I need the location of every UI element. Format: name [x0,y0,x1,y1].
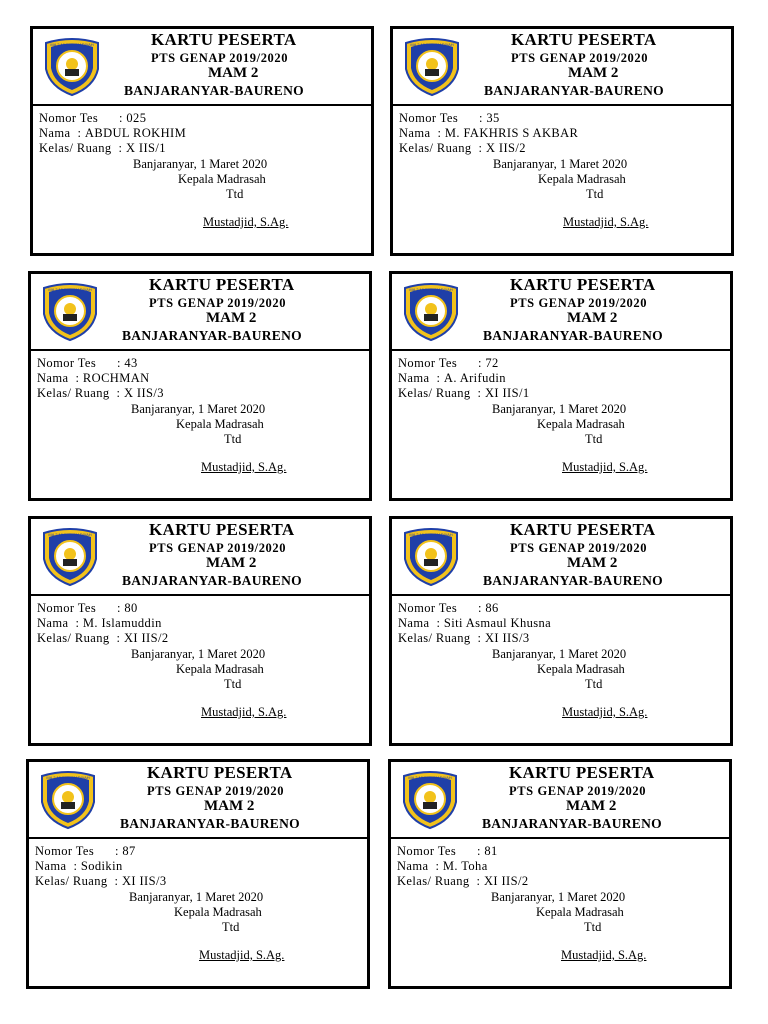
kelas-sep: : [109,386,124,400]
nomor-tes-row [37,601,138,616]
participant-card-3 [28,271,372,501]
sign-name: Mustadjid, S.Ag. [563,215,649,229]
school-address: BANJARANYAR-BAURENO [483,328,663,343]
kelas-row [399,141,526,156]
nomor-tes-sep: : [119,111,127,125]
card-header [392,274,730,351]
school-emblem-icon [399,525,463,587]
kelas-label: Kelas/ Ruang [398,386,471,400]
card-title: KARTU PESERTA [511,30,657,49]
nama-value: M. Islamuddin [82,616,162,630]
nama-label: Nama [39,126,71,140]
nomor-tes-label: Nomor Tes [399,111,459,125]
participant-card-7 [26,759,370,989]
participant-card-1 [30,26,374,256]
kelas-value: X IIS/1 [125,141,166,155]
sign-name: Mustadjid, S.Ag. [562,460,648,474]
card-body [29,839,367,986]
sign-position: Kepala Madrasah [174,905,262,919]
nomor-tes-value: 025 [126,111,147,125]
kelas-row [398,386,529,401]
card-title: KARTU PESERTA [149,275,295,294]
card-header [31,274,369,351]
kelas-value: XI IIS/2 [123,631,169,645]
card-body [31,351,369,498]
card-title: KARTU PESERTA [510,520,656,539]
sign-ttd: Ttd [584,920,602,934]
sign-name: Mustadjid, S.Ag. [201,460,287,474]
card-header [393,29,731,106]
nama-row [35,859,123,874]
logo-text: MA 2 MUHAMMADIYAH [409,532,453,537]
nama-label: Nama [35,859,67,873]
kelas-row [397,874,528,889]
sign-place-date: Banjaranyar, 1 Maret 2020 [133,157,268,171]
school-address: BANJARANYAR-BAURENO [120,816,300,831]
nomor-tes-row [398,601,499,616]
sign-place-date: Banjaranyar, 1 Maret 2020 [129,890,264,904]
nama-row [399,126,578,141]
sign-place-date: Banjaranyar, 1 Maret 2020 [493,157,628,171]
kelas-value: XI IIS/1 [484,386,530,400]
card-header [391,762,729,839]
logo-text: MA 2 MUHAMMADIYAH [410,42,454,47]
nama-row [398,371,506,386]
school-emblem-icon [38,525,102,587]
logo-text: MA 2 MUHAMMADIYAH [48,287,92,292]
kelas-row [39,141,166,156]
kelas-value: X IIS/2 [485,141,526,155]
sign-ttd: Ttd [224,677,242,691]
school-address: BANJARANYAR-BAURENO [482,816,662,831]
kelas-sep: : [469,874,484,888]
school-name: MAM 2 [567,555,618,571]
logo-text: MA 2 MUHAMMADIYAH [50,42,94,47]
kelas-label: Kelas/ Ruang [397,874,470,888]
nama-value: ABDUL ROKHIM [84,126,187,140]
nomor-tes-value: 80 [124,601,138,615]
nama-sep: : [429,371,444,385]
nama-label: Nama [37,616,69,630]
school-emblem-icon [36,768,100,830]
sign-place-date: Banjaranyar, 1 Maret 2020 [131,647,266,661]
card-body [31,596,369,743]
kelas-sep: : [111,141,126,155]
sign-ttd: Ttd [224,432,242,446]
nomor-tes-label: Nomor Tes [397,844,457,858]
school-emblem-icon [400,35,464,97]
card-header [392,519,730,596]
nomor-tes-label: Nomor Tes [35,844,95,858]
nama-label: Nama [397,859,429,873]
school-address: BANJARANYAR-BAURENO [483,573,663,588]
kelas-label: Kelas/ Ruang [39,141,112,155]
exam-event: PTS GENAP 2019/2020 [149,541,287,555]
sign-ttd: Ttd [585,432,603,446]
nomor-tes-value: 35 [486,111,500,125]
kelas-sep: : [470,386,485,400]
sign-name: Mustadjid, S.Ag. [561,948,647,962]
nomor-tes-label: Nomor Tes [398,356,458,370]
kelas-value: XI IIS/3 [484,631,530,645]
participant-card-5 [28,516,372,746]
kelas-sep: : [109,631,124,645]
nomor-tes-sep: : [478,356,486,370]
nama-sep: : [429,616,444,630]
school-name: MAM 2 [567,310,618,326]
kelas-sep: : [470,631,485,645]
school-address: BANJARANYAR-BAURENO [122,328,302,343]
nama-row [39,126,186,141]
school-address: BANJARANYAR-BAURENO [122,573,302,588]
sign-name: Mustadjid, S.Ag. [562,705,648,719]
nama-sep: : [66,859,81,873]
participant-card-2 [390,26,734,256]
kelas-row [35,874,166,889]
nama-sep: : [68,371,83,385]
school-name: MAM 2 [208,65,259,81]
sign-position: Kepala Madrasah [537,417,625,431]
kelas-label: Kelas/ Ruang [37,386,110,400]
nomor-tes-sep: : [479,111,487,125]
card-title: KARTU PESERTA [147,763,293,782]
nama-value: A. Arifudin [443,371,506,385]
card-body [33,106,371,253]
exam-event: PTS GENAP 2019/2020 [510,541,648,555]
nomor-tes-value: 72 [485,356,499,370]
school-name: MAM 2 [204,798,255,814]
nomor-tes-label: Nomor Tes [37,601,97,615]
sign-position: Kepala Madrasah [537,662,625,676]
sign-position: Kepala Madrasah [176,662,264,676]
school-name: MAM 2 [206,310,257,326]
nama-value: M. FAKHRIS S AKBAR [444,126,579,140]
kelas-value: XI IIS/3 [121,874,167,888]
card-body [391,839,729,986]
nomor-tes-sep: : [477,844,485,858]
card-title: KARTU PESERTA [510,275,656,294]
school-name: MAM 2 [566,798,617,814]
nama-row [37,616,162,631]
nama-label: Nama [398,616,430,630]
sign-ttd: Ttd [226,187,244,201]
nomor-tes-sep: : [478,601,486,615]
exam-event: PTS GENAP 2019/2020 [151,51,289,65]
sign-position: Kepala Madrasah [178,172,266,186]
sign-ttd: Ttd [585,677,603,691]
sign-place-date: Banjaranyar, 1 Maret 2020 [131,402,266,416]
kelas-label: Kelas/ Ruang [398,631,471,645]
school-emblem-icon [40,35,104,97]
card-header [31,519,369,596]
school-address: BANJARANYAR-BAURENO [484,83,664,98]
kelas-label: Kelas/ Ruang [35,874,108,888]
card-header [33,29,371,106]
exam-event: PTS GENAP 2019/2020 [147,784,285,798]
sign-ttd: Ttd [222,920,240,934]
nomor-tes-row [35,844,136,859]
nomor-tes-row [399,111,500,126]
logo-text: MA 2 MUHAMMADIYAH [48,532,92,537]
kelas-label: Kelas/ Ruang [37,631,110,645]
card-title: KARTU PESERTA [151,30,297,49]
nomor-tes-label: Nomor Tes [37,356,97,370]
card-body [393,106,731,253]
kelas-label: Kelas/ Ruang [399,141,472,155]
participant-card-4 [389,271,733,501]
nama-sep: : [428,859,443,873]
kelas-row [37,631,168,646]
nama-row [37,371,150,386]
card-title: KARTU PESERTA [149,520,295,539]
kelas-sep: : [107,874,122,888]
card-title: KARTU PESERTA [509,763,655,782]
sign-place-date: Banjaranyar, 1 Maret 2020 [492,402,627,416]
kelas-sep: : [471,141,486,155]
nomor-tes-row [39,111,146,126]
exam-event: PTS GENAP 2019/2020 [149,296,287,310]
nama-sep: : [430,126,445,140]
school-emblem-icon [38,280,102,342]
nama-value: Sodikin [80,859,123,873]
nomor-tes-label: Nomor Tes [398,601,458,615]
nama-value: M. Toha [442,859,488,873]
exam-event: PTS GENAP 2019/2020 [509,784,647,798]
kelas-row [37,386,164,401]
nama-row [397,859,488,874]
card-body [392,596,730,743]
kelas-value: XI IIS/2 [483,874,529,888]
nomor-tes-value: 43 [124,356,138,370]
sign-position: Kepala Madrasah [538,172,626,186]
logo-text: MA 2 MUHAMMADIYAH [46,775,90,780]
school-name: MAM 2 [206,555,257,571]
sign-place-date: Banjaranyar, 1 Maret 2020 [492,647,627,661]
nomor-tes-row [37,356,138,371]
sign-position: Kepala Madrasah [536,905,624,919]
nomor-tes-label: Nomor Tes [39,111,99,125]
nomor-tes-value: 81 [484,844,498,858]
school-name: MAM 2 [568,65,619,81]
nama-value: ROCHMAN [82,371,150,385]
exam-event: PTS GENAP 2019/2020 [511,51,649,65]
school-address: BANJARANYAR-BAURENO [124,83,304,98]
nomor-tes-sep: : [117,356,125,370]
school-emblem-icon [398,768,462,830]
kelas-value: X IIS/3 [123,386,164,400]
participant-card-8 [388,759,732,989]
kelas-row [398,631,529,646]
sign-ttd: Ttd [586,187,604,201]
nomor-tes-sep: : [117,601,125,615]
nomor-tes-value: 86 [485,601,499,615]
sign-name: Mustadjid, S.Ag. [203,215,289,229]
nomor-tes-row [397,844,498,859]
card-header [29,762,367,839]
nomor-tes-value: 87 [122,844,136,858]
sign-name: Mustadjid, S.Ag. [201,705,287,719]
card-body [392,351,730,498]
school-emblem-icon [399,280,463,342]
nama-row [398,616,551,631]
sign-name: Mustadjid, S.Ag. [199,948,285,962]
logo-text: MA 2 MUHAMMADIYAH [409,287,453,292]
nama-sep: : [68,616,83,630]
nomor-tes-sep: : [115,844,123,858]
sign-position: Kepala Madrasah [176,417,264,431]
nomor-tes-row [398,356,499,371]
exam-event: PTS GENAP 2019/2020 [510,296,648,310]
participant-card-6 [389,516,733,746]
nama-sep: : [70,126,85,140]
nama-label: Nama [37,371,69,385]
sign-place-date: Banjaranyar, 1 Maret 2020 [491,890,626,904]
nama-value: Siti Asmaul Khusna [443,616,552,630]
nama-label: Nama [399,126,431,140]
nama-label: Nama [398,371,430,385]
logo-text: MA 2 MUHAMMADIYAH [408,775,452,780]
